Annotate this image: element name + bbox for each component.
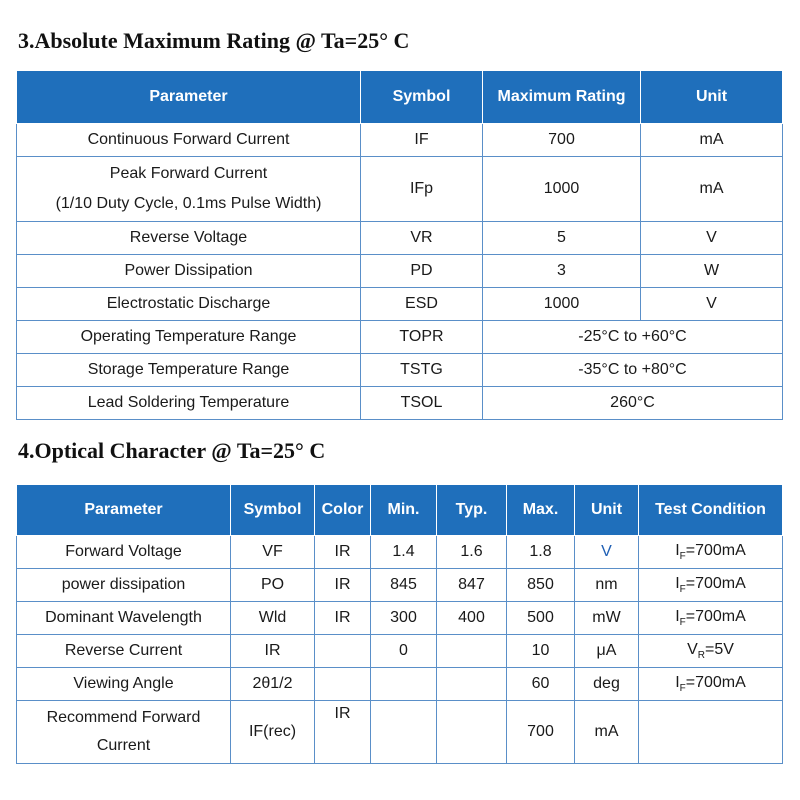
parameter-cell: Viewing Angle [17,668,231,701]
parameter-cell: Forward Voltage [17,536,231,569]
header-unit: Unit [575,485,639,536]
optical-character-table [16,484,783,764]
header-test-condition: Test Condition [639,485,783,536]
min-cell [371,668,437,701]
unit-cell: mW [575,602,639,635]
unit-cell: deg [575,668,639,701]
max-cell: 1.8 [507,536,575,569]
unit-cell: W [641,255,783,288]
header-min: Min. [371,485,437,536]
parameter-cell: Dominant Wavelength [17,602,231,635]
test-condition-cell [639,635,783,668]
table-row [17,602,783,635]
parameter-text: Peak Forward Current [109,165,268,182]
symbol-cell: IF(rec) [231,701,315,764]
parameter-cell: Continuous Forward Current [17,124,361,157]
cond-rest: =700mA [685,574,746,592]
header-maximum-rating: Maximum Rating [483,71,641,124]
rating-cell: 3 [483,255,641,288]
cond-sub: F [679,551,686,563]
unit-cell: mA [641,157,783,222]
parameter-cell: Operating Temperature Range [17,321,361,354]
unit-cell: μA [575,635,639,668]
cond-rest: =700mA [685,607,746,625]
table-row [17,569,783,602]
header-unit: Unit [641,71,783,124]
table-row [17,387,783,420]
symbol-cell: TSTG [361,354,483,387]
table-row [17,635,783,668]
min-cell: 845 [371,569,437,602]
symbol-cell: TSOL [361,387,483,420]
rating-cell: 1000 [483,288,641,321]
symbol-cell: 2θ1/2 [231,668,315,701]
table-row [17,354,783,387]
unit-cell: V [641,288,783,321]
max-cell: 10 [507,635,575,668]
table-row [17,701,783,764]
cond-main: I [675,574,680,592]
color-cell: IR [315,602,371,635]
typ-cell [437,701,507,764]
range-cell: -25°C to +60°C [483,321,783,354]
header-symbol: Symbol [361,71,483,124]
cond-sub: F [679,584,686,596]
table-row [17,222,783,255]
max-cell: 500 [507,602,575,635]
color-cell [315,668,371,701]
unit-cell: mA [575,701,639,764]
table-header-row [17,71,783,124]
rating-cell: 1000 [483,157,641,222]
table-row [17,157,783,222]
range-cell: -35°C to +80°C [483,354,783,387]
color-cell [315,635,371,668]
symbol-cell: IF [361,124,483,157]
symbol-cell: VF [231,536,315,569]
symbol-cell: ESD [361,288,483,321]
symbol-cell: IR [231,635,315,668]
cond-rest: =700mA [685,541,746,559]
typ-cell [437,668,507,701]
min-cell: 300 [371,602,437,635]
typ-cell: 847 [437,569,507,602]
symbol-cell: IFp [361,157,483,222]
header-color: Color [315,485,371,536]
cond-main: I [675,541,680,559]
max-cell: 60 [507,668,575,701]
color-cell: IR [315,701,371,764]
table-row [17,288,783,321]
test-condition-cell [639,569,783,602]
parameter-text: Recommend Forward [46,709,201,726]
test-condition-cell [639,602,783,635]
typ-cell: 400 [437,602,507,635]
parameter-cell [17,701,231,764]
typ-cell [437,635,507,668]
min-cell: 1.4 [371,536,437,569]
header-parameter: Parameter [17,485,231,536]
table-row [17,668,783,701]
cond-main: I [675,607,680,625]
test-condition-cell [639,668,783,701]
unit-cell: mA [641,124,783,157]
range-cell: 260°C [483,387,783,420]
parameter-cell: Storage Temperature Range [17,354,361,387]
min-cell [371,701,437,764]
header-typ: Typ. [437,485,507,536]
symbol-cell: VR [361,222,483,255]
unit-cell: V [575,536,639,569]
color-cell: IR [315,569,371,602]
cond-rest: =700mA [685,673,746,691]
table-header-row [17,485,783,536]
symbol-cell: TOPR [361,321,483,354]
parameter-cell: power dissipation [17,569,231,602]
symbol-cell: Wld [231,602,315,635]
parameter-cell: Power Dissipation [17,255,361,288]
table-row [17,124,783,157]
parameter-cell: Reverse Current [17,635,231,668]
cond-sub: F [679,683,686,695]
unit-cell: V [641,222,783,255]
min-cell: 0 [371,635,437,668]
parameter-cell: Reverse Voltage [17,222,361,255]
unit-cell: nm [575,569,639,602]
section-title-optical-character: 4.Optical Character @ Ta=25° C [18,438,326,463]
cond-rest: =5V [704,640,734,658]
cond-main: V [687,640,698,658]
test-condition-cell [639,701,783,764]
max-cell: 700 [507,701,575,764]
parameter-cell: Lead Soldering Temperature [17,387,361,420]
parameter-cell: Electrostatic Discharge [17,288,361,321]
rating-cell: 5 [483,222,641,255]
color-cell: IR [315,536,371,569]
symbol-cell: PO [231,569,315,602]
symbol-cell: PD [361,255,483,288]
typ-cell: 1.6 [437,536,507,569]
parameter-text-line2: Current [96,737,151,754]
header-symbol: Symbol [231,485,315,536]
parameter-cell [17,157,361,222]
test-condition-cell [639,536,783,569]
rating-cell: 700 [483,124,641,157]
cond-sub: R [697,650,705,662]
table-row [17,536,783,569]
cond-sub: F [679,617,686,629]
absolute-max-rating-table [16,70,783,420]
section-title-absolute-max: 3.Absolute Maximum Rating @ Ta=25° C [18,28,410,53]
header-parameter: Parameter [17,71,361,124]
cond-main: I [675,673,680,691]
parameter-note: (1/10 Duty Cycle, 0.1ms Pulse Width) [55,195,322,212]
header-max: Max. [507,485,575,536]
max-cell: 850 [507,569,575,602]
table-row [17,255,783,288]
table-row [17,321,783,354]
